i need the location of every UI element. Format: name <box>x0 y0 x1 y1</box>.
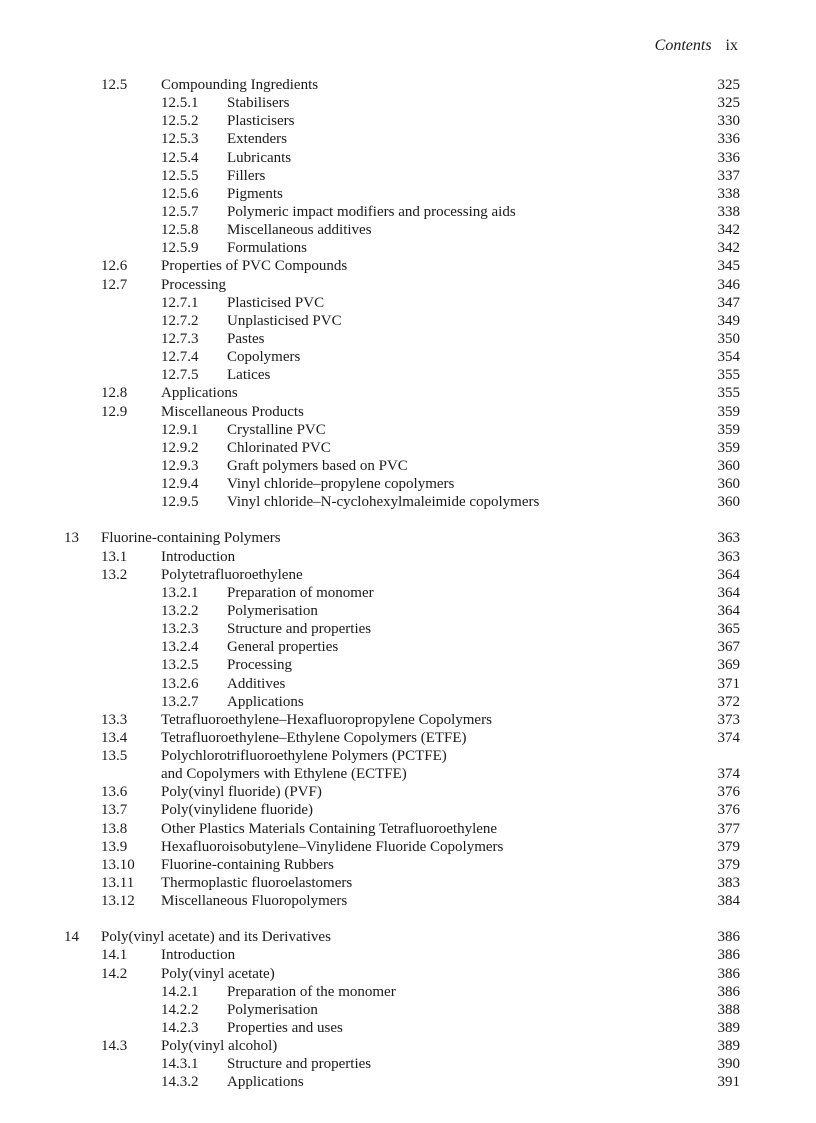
toc-entry <box>0 675 816 693</box>
toc-entry-page: 365 <box>717 621 740 638</box>
toc-entry-number: 12.8 <box>101 385 128 402</box>
toc-entry-page: 369 <box>717 657 740 674</box>
toc-entry-page: 359 <box>717 403 740 420</box>
toc-entry-title: Preparation of the monomer <box>227 983 396 1000</box>
toc-entry-title: Properties and uses <box>227 1020 343 1037</box>
toc-entry-page: 359 <box>717 421 740 438</box>
toc-entry <box>0 656 816 674</box>
toc-entry-number: 14.2.2 <box>161 1001 199 1018</box>
toc-entry <box>0 366 816 384</box>
toc-entry-page: 337 <box>717 167 740 184</box>
toc-entry-number: 13.4 <box>101 729 128 746</box>
toc-entry <box>0 167 816 185</box>
toc-entry-title: and Copolymers with Ethylene (ECTFE) <box>161 766 407 783</box>
toc-entry-title: Tetrafluoroethylene–Ethylene Copolymers (ETFE) <box>161 729 467 746</box>
toc-entry-page: 325 <box>717 77 740 93</box>
toc-entry <box>0 94 816 112</box>
toc-entry <box>0 1037 816 1055</box>
toc-entry-title: Processing <box>227 657 292 674</box>
toc-entry-number: 12.9.1 <box>161 421 199 438</box>
toc-entry <box>0 1055 816 1073</box>
toc-entry-page: 364 <box>717 566 740 583</box>
toc-entry-title: Plasticised PVC <box>227 294 325 311</box>
toc-entry-page: 347 <box>717 294 740 311</box>
toc-entry-number: 14.2.1 <box>161 983 199 1000</box>
toc-entry-page: 360 <box>717 494 740 511</box>
toc-entry-page: 386 <box>717 947 740 964</box>
toc-entry-number: 12.9.3 <box>161 457 199 474</box>
toc-entry <box>0 384 816 402</box>
toc-entry-page: 360 <box>717 476 740 493</box>
toc-entry-title: Latices <box>227 367 271 384</box>
toc-entry <box>0 149 816 167</box>
toc-entry-number: 13.2 <box>101 566 128 583</box>
toc-entry-page: 389 <box>717 1038 740 1055</box>
toc-entry-title: Additives <box>227 675 286 692</box>
toc-entry-number: 13.5 <box>101 748 128 765</box>
running-title: Contents <box>654 37 712 54</box>
toc-entry-title: Polychlorotrifluoroethylene Polymers (PCTFE) <box>161 748 447 765</box>
toc-entry-page: 388 <box>717 1001 740 1018</box>
toc-entry-number: 12.5.3 <box>161 131 199 148</box>
toc-entry-page: 379 <box>717 838 740 855</box>
toc-entry-number: 12.7.5 <box>161 367 199 384</box>
toc-entry <box>0 548 816 566</box>
toc-entry <box>0 1073 816 1091</box>
toc-entry-number: 14.2 <box>101 965 128 982</box>
toc-entry-page: 379 <box>717 856 740 873</box>
toc-entry-number: 13.12 <box>101 893 135 910</box>
toc-entry-page: 349 <box>717 312 740 329</box>
toc-entry <box>0 693 816 711</box>
toc-entry-number: 14 <box>64 929 79 946</box>
toc-entry <box>0 983 816 1001</box>
toc-entry <box>0 765 816 783</box>
toc-entry-number: 13.3 <box>101 711 128 728</box>
toc-entry-number: 12.5.1 <box>161 95 199 112</box>
toc-entry-page: 359 <box>717 439 740 456</box>
toc-entry-number: 14.3.1 <box>161 1056 199 1073</box>
toc-entry-number: 12.7.2 <box>161 312 199 329</box>
toc-entry-number: 12.6 <box>101 258 128 275</box>
toc-entry-page: 350 <box>717 330 740 347</box>
toc-entry-number: 13.2.7 <box>161 693 199 710</box>
toc-entry-title: Pastes <box>227 330 265 347</box>
toc-entry-page: 342 <box>717 222 740 239</box>
toc-entry-title: Fluorine-containing Rubbers <box>161 856 334 873</box>
toc-entry-title: Polymerisation <box>227 602 318 619</box>
toc-entry-title: Other Plastics Materials Containing Tetrafluoroethylene <box>161 820 498 837</box>
toc-entry-page: 336 <box>717 149 740 166</box>
toc-entry-number: 12.7.3 <box>161 330 199 347</box>
toc-entry-page: 354 <box>717 349 740 366</box>
toc-entry-number: 12.9 <box>101 403 128 420</box>
toc-entry-title: Polytetrafluoroethylene <box>161 566 303 583</box>
toc-entry-number: 13.6 <box>101 784 128 801</box>
toc-entry-title: Poly(vinyl acetate) <box>161 965 275 982</box>
toc-entry-title: Structure and properties <box>227 621 372 638</box>
toc-entry-title: Chlorinated PVC <box>227 439 331 456</box>
toc-entry <box>0 312 816 330</box>
toc-entry <box>0 965 816 983</box>
toc-entry-title: Miscellaneous Fluoropolymers <box>161 893 348 910</box>
toc-entry-number: 13.2.2 <box>161 602 199 619</box>
toc-entry-title: Vinyl chloride–propylene copolymers <box>227 476 455 493</box>
toc-entry-number: 12.9.4 <box>161 476 199 493</box>
toc-entry-title: Introduction <box>161 548 236 565</box>
toc-entry-title: Preparation of monomer <box>227 584 374 601</box>
section-gap <box>0 511 816 529</box>
toc-entry <box>0 584 816 602</box>
toc-entry <box>0 403 816 421</box>
toc-entry-number: 12.7.4 <box>161 349 199 366</box>
toc-entry-page: 386 <box>717 965 740 982</box>
toc-entry-title: Vinyl chloride–N-cyclohexylmaleimide copolymers <box>227 494 540 511</box>
toc-entry-title: General properties <box>227 639 339 656</box>
toc-entry-page: 384 <box>717 893 740 910</box>
toc-entry-page: 377 <box>717 820 740 837</box>
toc-entry-page: 355 <box>717 385 740 402</box>
toc-entry <box>0 185 816 203</box>
toc-entry-page: 345 <box>717 258 740 275</box>
toc-entry-page: 391 <box>717 1074 740 1091</box>
toc-entry-number: 12.5.4 <box>161 149 199 166</box>
toc-entry <box>0 638 816 656</box>
toc-entry <box>0 529 816 547</box>
toc-entry <box>0 76 816 94</box>
running-header <box>655 36 738 56</box>
toc-entry-title: Tetrafluoroethylene–Hexafluoropropylene Copolymers <box>161 711 492 728</box>
toc-entry-title: Graft polymers based on PVC <box>227 457 408 474</box>
toc-entry <box>0 421 816 439</box>
toc-entry-page: 346 <box>717 276 740 293</box>
toc-entry-title: Applications <box>227 1074 304 1091</box>
toc-entry-title: Stabilisers <box>227 95 290 112</box>
toc-entry-page: 386 <box>717 929 740 946</box>
toc-entry <box>0 801 816 819</box>
toc-entry-number: 14.1 <box>101 947 128 964</box>
toc-entry <box>0 928 816 946</box>
toc-entry-number: 13.2.1 <box>161 584 199 601</box>
toc-entry <box>0 294 816 312</box>
toc-entry <box>0 783 816 801</box>
toc-entry-title: Properties of PVC Compounds <box>161 258 348 275</box>
toc-entry-page: 374 <box>717 766 740 783</box>
toc-entry-number: 12.5.2 <box>161 113 199 130</box>
toc-entry-page: 376 <box>717 802 740 819</box>
toc-entry <box>0 711 816 729</box>
toc-entry-page: 374 <box>717 729 740 746</box>
toc-entry-number: 12.5 <box>101 77 128 93</box>
toc-entry-title: Extenders <box>227 131 287 148</box>
toc-entry-number: 13.1 <box>101 548 128 565</box>
toc-entry-title: Copolymers <box>227 349 301 366</box>
toc-entry-number: 14.3 <box>101 1038 128 1055</box>
toc-entry <box>0 330 816 348</box>
toc-entry-number: 13.7 <box>101 802 128 819</box>
toc-entry-title: Hexafluoroisobutylene–Vinylidene Fluoride Copolymers <box>161 838 504 855</box>
toc-entry-page: 338 <box>717 185 740 202</box>
toc-entry-number: 12.5.9 <box>161 240 199 257</box>
toc-entry <box>0 1019 816 1037</box>
toc-entry <box>0 820 816 838</box>
toc-entry <box>0 856 816 874</box>
toc-entry-title: Processing <box>161 276 226 293</box>
toc-entry-page: 355 <box>717 367 740 384</box>
toc-entry <box>0 475 816 493</box>
toc-entry-title: Thermoplastic fluoroelastomers <box>161 875 353 892</box>
table-of-contents <box>0 76 816 1092</box>
toc-entry <box>0 892 816 910</box>
toc-entry <box>0 348 816 366</box>
toc-entry-page: 389 <box>717 1020 740 1037</box>
toc-entry-number: 12.9.5 <box>161 494 199 511</box>
toc-entry-title: Pigments <box>227 185 283 202</box>
toc-entry <box>0 838 816 856</box>
toc-entry-page: 373 <box>717 711 740 728</box>
toc-entry <box>0 239 816 257</box>
toc-entry <box>0 729 816 747</box>
toc-entry <box>0 130 816 148</box>
toc-entry <box>0 747 816 765</box>
toc-entry-page: 386 <box>717 983 740 1000</box>
toc-entry-title: Applications <box>227 693 304 710</box>
toc-entry <box>0 112 816 130</box>
toc-entry-number: 13.8 <box>101 820 128 837</box>
toc-entry-title: Applications <box>161 385 238 402</box>
toc-entry-page: 330 <box>717 113 740 130</box>
toc-entry-number: 12.9.2 <box>161 439 199 456</box>
toc-entry-page: 325 <box>717 95 740 112</box>
toc-entry-page: 363 <box>717 548 740 565</box>
toc-entry-number: 13.10 <box>101 856 135 873</box>
toc-entry <box>0 493 816 511</box>
toc-entry-title: Plasticisers <box>227 113 295 130</box>
toc-entry <box>0 566 816 584</box>
toc-entry <box>0 439 816 457</box>
toc-entry <box>0 946 816 964</box>
toc-entry-title: Miscellaneous Products <box>161 403 304 420</box>
toc-entry-page: 372 <box>717 693 740 710</box>
toc-entry-number: 13 <box>64 530 79 547</box>
toc-entry-page: 342 <box>717 240 740 257</box>
toc-entry-number: 12.7.1 <box>161 294 199 311</box>
toc-entry-title: Polymeric impact modifiers and processing aids <box>227 203 516 220</box>
toc-entry-number: 14.2.3 <box>161 1020 199 1037</box>
toc-entry-number: 12.5.7 <box>161 203 199 220</box>
toc-entry-page: 390 <box>717 1056 740 1073</box>
toc-entry-number: 13.9 <box>101 838 128 855</box>
toc-entry-page: 338 <box>717 203 740 220</box>
toc-entry <box>0 620 816 638</box>
toc-entry-number: 13.2.5 <box>161 657 199 674</box>
toc-entry-title: Crystalline PVC <box>227 421 326 438</box>
toc-entry-page: 363 <box>717 530 740 547</box>
toc-entry-title: Unplasticised PVC <box>227 312 342 329</box>
toc-entry-number: 12.5.6 <box>161 185 199 202</box>
toc-entry-page: 364 <box>717 602 740 619</box>
toc-entry <box>0 1001 816 1019</box>
toc-entry-title: Poly(vinyl acetate) and its Derivatives <box>101 929 331 946</box>
toc-entry-page: 336 <box>717 131 740 148</box>
toc-entry <box>0 874 816 892</box>
toc-entry-title: Structure and properties <box>227 1056 372 1073</box>
toc-entry-page: 371 <box>717 675 740 692</box>
toc-entry-title: Miscellaneous additives <box>227 222 372 239</box>
toc-entry <box>0 602 816 620</box>
toc-entry-title: Poly(vinyl fluoride) (PVF) <box>161 784 322 801</box>
toc-entry-number: 13.11 <box>101 875 135 892</box>
toc-entry-title: Formulations <box>227 240 308 257</box>
toc-entry-number: 12.7 <box>101 276 128 293</box>
toc-entry-title: Compounding Ingredients <box>161 77 319 93</box>
toc-entry-number: 14.3.2 <box>161 1074 199 1091</box>
toc-entry-page: 360 <box>717 457 740 474</box>
toc-entry-page: 367 <box>717 639 740 656</box>
toc-entry <box>0 257 816 275</box>
toc-entry-number: 12.5.5 <box>161 167 199 184</box>
toc-entry-number: 13.2.3 <box>161 621 199 638</box>
toc-entry-title: Lubricants <box>227 149 292 166</box>
toc-entry-title: Poly(vinyl alcohol) <box>161 1038 278 1055</box>
toc-entry <box>0 203 816 221</box>
toc-entry-title: Fillers <box>227 167 266 184</box>
toc-entry-page: 376 <box>717 784 740 801</box>
toc-entry-page: 364 <box>717 584 740 601</box>
toc-entry-page: 383 <box>717 875 740 892</box>
toc-entry-title: Poly(vinylidene fluoride) <box>161 802 314 819</box>
toc-entry <box>0 457 816 475</box>
toc-entry-number: 13.2.6 <box>161 675 199 692</box>
toc-entry-title: Introduction <box>161 947 236 964</box>
section-gap <box>0 910 816 928</box>
toc-entry-title: Fluorine-containing Polymers <box>101 530 281 547</box>
toc-entry-number: 13.2.4 <box>161 639 199 656</box>
toc-entry-number: 12.5.8 <box>161 222 199 239</box>
toc-entry-title: Polymerisation <box>227 1001 318 1018</box>
toc-entry <box>0 276 816 294</box>
page-number: ix <box>725 37 738 54</box>
toc-entry <box>0 221 816 239</box>
